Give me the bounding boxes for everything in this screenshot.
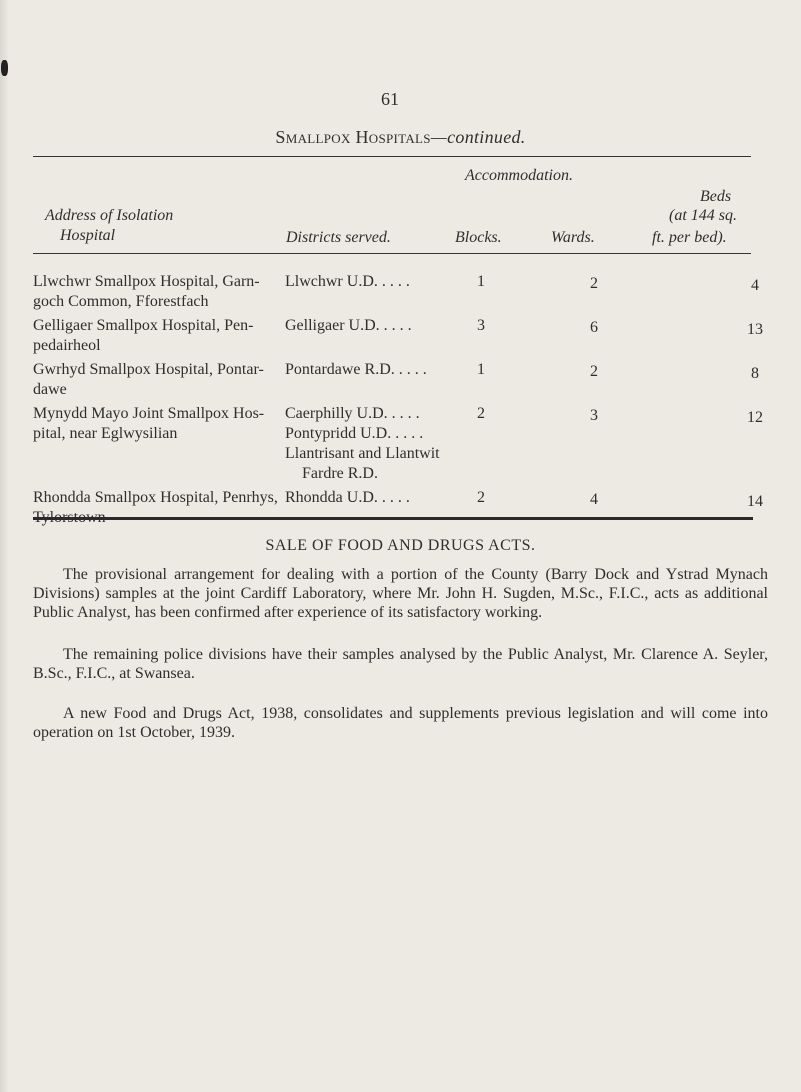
row5-district: Rhondda U.D. . . . .: [285, 489, 410, 506]
row1-district: Llwchwr U.D. . . . .: [285, 273, 410, 290]
paragraph-2-text: The remaining police divisions have their samples analysed by the Public Analyst, Mr. Clarence A. Seyler, B.Sc., F.I.C., at Swansea.: [33, 646, 768, 682]
row3-beds: 8: [751, 365, 759, 382]
paragraph-3: [33, 704, 768, 742]
header-districts: Districts served.: [286, 229, 391, 246]
row3-wards: 2: [590, 363, 598, 380]
row3-hospital-l1: Gwrhyd Smallpox Hospital, Pontar-: [33, 361, 264, 378]
title-suffix: —continued.: [430, 127, 526, 147]
header-address-line1: Address of Isolation: [45, 207, 174, 224]
row5-beds: 14: [747, 493, 763, 510]
header-beds-line3: ft. per bed).: [652, 229, 727, 246]
row4-district-l4: Fardre R.D.: [302, 465, 378, 482]
row3-district: Pontardawe R.D. . . . .: [285, 361, 427, 378]
header-beds-line1: Beds: [700, 188, 732, 205]
table-top-rule: [33, 156, 751, 157]
header-beds-line2: (at 144 sq.: [669, 207, 737, 224]
title-main: Smallpox Hospitals: [275, 127, 431, 147]
header-rule: [33, 253, 751, 254]
page-title: [0, 127, 801, 148]
row5-blocks: 2: [477, 489, 485, 506]
row2-district: Gelligaer U.D. . . . .: [285, 317, 412, 334]
row4-beds: 12: [747, 409, 763, 426]
row2-beds: 13: [747, 321, 763, 338]
row2-hospital-l2: pedairheol: [33, 337, 101, 354]
paragraph-3-text: A new Food and Drugs Act, 1938, consolidates and supplements previous legislation and will come into operation on 1st October, 1939.: [33, 705, 768, 741]
row4-district-l2: Pontypridd U.D. . . . .: [285, 425, 424, 442]
row4-district-l3: Llantrisant and Llantwit: [285, 445, 440, 462]
header-accommodation: Accommodation.: [465, 167, 573, 184]
row3-blocks: 1: [477, 361, 485, 378]
row5-hospital-l1: Rhondda Smallpox Hospital, Penrhys,: [33, 489, 278, 506]
row1-wards: 2: [590, 275, 598, 292]
row1-blocks: 1: [477, 273, 485, 290]
row2-wards: 6: [590, 319, 598, 336]
section-heading: SALE OF FOOD AND DRUGS ACTS.: [265, 537, 536, 554]
row4-district-l1: Caerphilly U.D. . . . .: [285, 405, 420, 422]
row3-hospital-l2: dawe: [33, 381, 67, 398]
row5-hospital-l2: Tylorstown: [33, 509, 106, 526]
paragraph-1-text: The provisional arrangement for dealing with a portion of the County (Barry Dock and Ystrad Mynach Divisions) samples at the joint Cardiff Laboratory, where Mr. John H. Sugden, M.Sc., F.I.C., acts as additional Public Analyst, has been confirmed after experience of its satisfactory working.: [33, 566, 768, 621]
row2-hospital-l1: Gelligaer Smallpox Hospital, Pen-: [33, 317, 254, 334]
row5-wards: 4: [590, 491, 598, 508]
row4-hospital-l1: Mynydd Mayo Joint Smallpox Hos-: [33, 405, 265, 422]
table-bottom-rule: [33, 517, 753, 520]
row1-beds: 4: [751, 277, 759, 294]
paragraph-2: [33, 645, 768, 683]
row4-wards: 3: [590, 407, 598, 424]
header-blocks: Blocks.: [455, 229, 502, 246]
header-address-line2: Hospital: [60, 227, 116, 244]
punch-hole: [1, 60, 8, 76]
row1-hospital-l1: Llwchwr Smallpox Hospital, Garn-: [33, 273, 260, 290]
row4-hospital-l2: pital, near Eglwysilian: [33, 425, 178, 442]
row1-hospital-l2: goch Common, Fforestfach: [33, 293, 209, 310]
paragraph-1: [33, 565, 768, 622]
header-wards: Wards.: [551, 229, 595, 246]
row4-blocks: 2: [477, 405, 485, 422]
page-number: 61: [381, 89, 399, 109]
row2-blocks: 3: [477, 317, 485, 334]
